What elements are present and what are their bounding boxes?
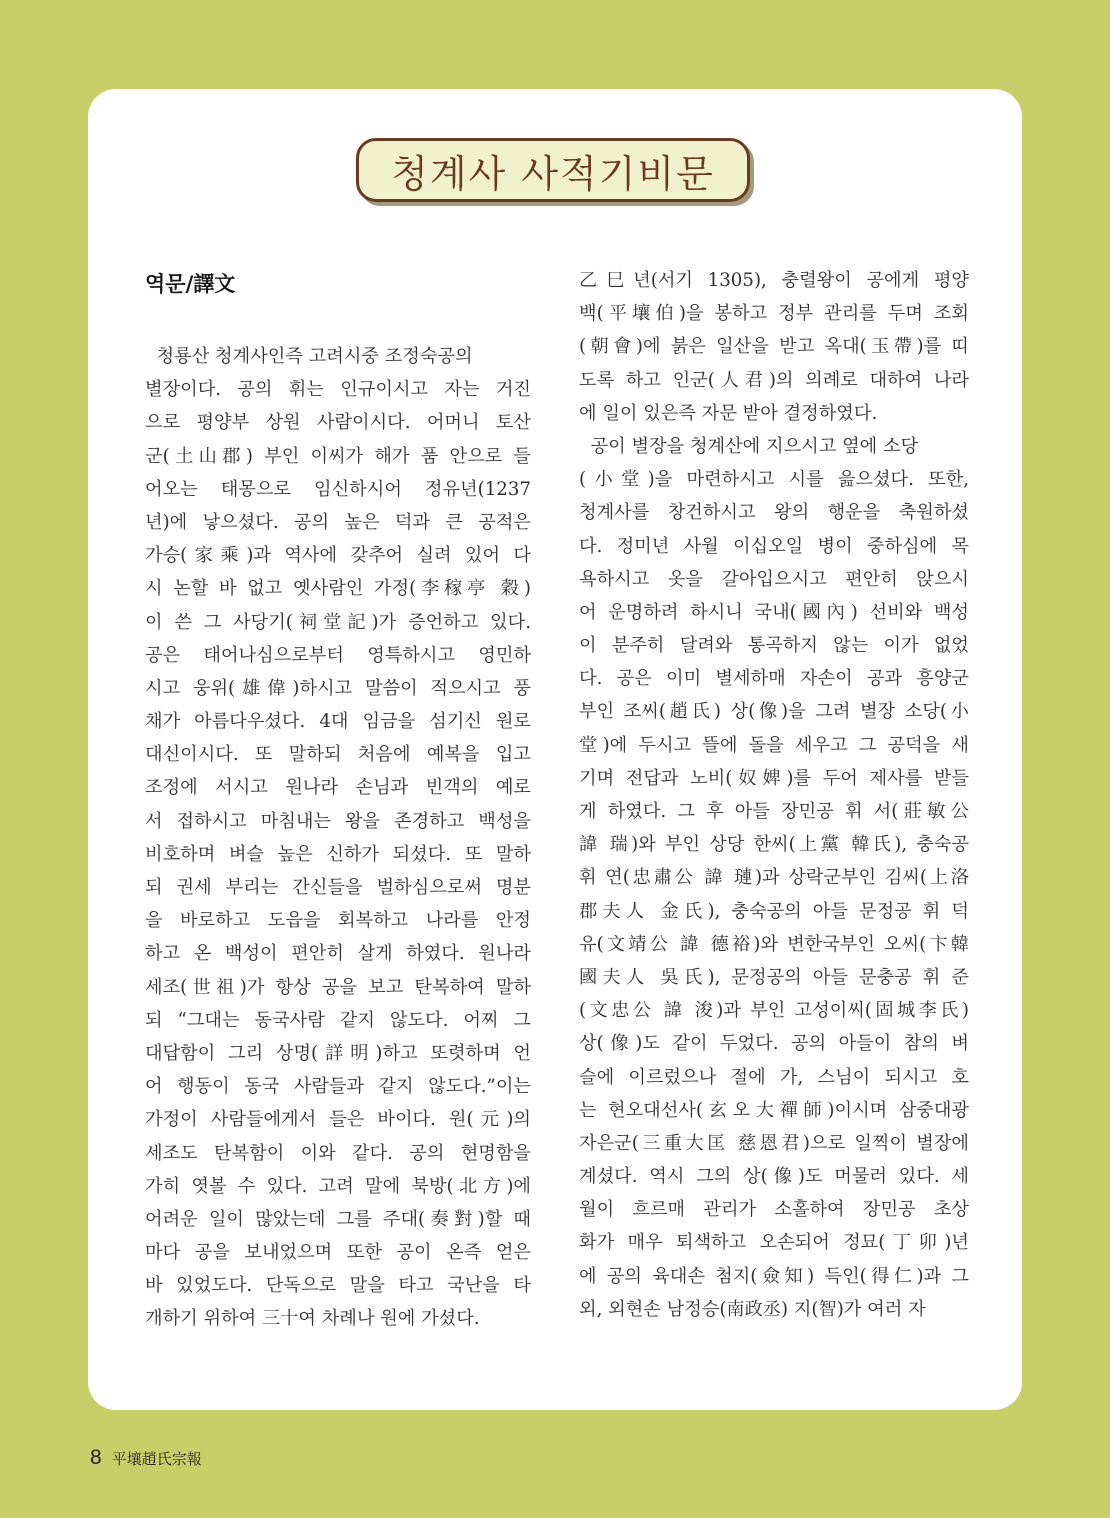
- text-line: 이 쓴 그 사당기(祠堂記)가 증언하고 있다.: [145, 611, 531, 633]
- text-line: 공이 별장을 청계산에 지으시고 옆에 소당: [579, 435, 919, 457]
- text-line: 외, 외현손 남정승(南政丞) 지(智)가 여러 자: [579, 1298, 926, 1320]
- text-line: 대신이시다. 또 말하되 처음에 예복을 입고: [145, 744, 531, 766]
- text-line: 년)에 낳으셨다. 공의 높은 덕과 큰 공적은: [145, 511, 531, 533]
- text-line: (文忠公 諱 浚)과 부인 고성이씨(固城李氏): [579, 1000, 969, 1022]
- text-line: 대답함이 그리 상명(詳明)하고 또렷하며 언: [145, 1042, 531, 1064]
- text-line: 계셨다. 역시 그의 상(像)도 머물러 있다. 세: [579, 1166, 969, 1188]
- text-line: 공은 태어나심으로부터 영특하시고 영민하: [145, 644, 531, 666]
- right-text-column: [579, 264, 969, 1326]
- text-line: 어 행동이 동국 사람들과 같지 않도다.”이는: [145, 1076, 531, 1098]
- text-line: 개하기 위하여 三十여 차례나 원에 가셨다.: [145, 1308, 480, 1330]
- text-line: 유(文靖公 諱 德裕)와 변한국부인 오씨(卞韓: [579, 933, 969, 955]
- text-line: 청룡산 청계사인즉 고려시중 조정숙공의: [145, 346, 473, 367]
- section-heading: 역문/譯文: [145, 272, 236, 296]
- text-line: 에 일이 있은즉 자문 받아 결정하였다.: [579, 402, 878, 424]
- text-line: 가히 엿볼 수 있다. 고려 말에 북방(北方)에: [145, 1175, 531, 1197]
- text-line: 하고 온 백성이 편안히 살게 하였다. 원나라: [145, 943, 531, 965]
- text-line: 어려운 일이 많았는데 그를 주대(奏對)할 때: [145, 1208, 531, 1230]
- text-line: 어 운명하려 하시니 국내(國內) 선비와 백성: [579, 601, 969, 623]
- text-line: 세조(世祖)가 항상 공을 보고 탄복하여 말하: [145, 976, 531, 998]
- text-line: 군(土山郡) 부인 이씨가 해가 품 안으로 들: [145, 445, 531, 467]
- left-text-column: [145, 340, 531, 1336]
- page-title: 청계사 사적기비문: [391, 151, 715, 196]
- text-line: 세조도 탄복함이 이와 같다. 공의 현명함을: [145, 1142, 531, 1164]
- text-line: 채가 아름다우셨다. 4대 임금을 섬기신 원로: [145, 711, 531, 733]
- text-line: 게 하였다. 그 후 아들 장민공 휘 서(莊敏公: [579, 801, 969, 822]
- text-line: 郡夫人 金氏), 충숙공의 아들 문정공 휘 덕: [579, 900, 969, 922]
- text-line: 마다 공을 보내었으며 또한 공이 온즉 얻은: [145, 1242, 531, 1264]
- text-line: 되 권세 부리는 간신들을 벌하심으로써 명분: [145, 877, 531, 898]
- text-line: 에 공의 육대손 첨지(僉知) 득인(得仁)과 그: [579, 1265, 969, 1287]
- text-line: 바 있었도다. 단독으로 말을 타고 국난을 타: [145, 1275, 531, 1297]
- text-line: 도록 하고 인군(人君)의 의례로 대하여 나라: [579, 369, 969, 391]
- text-line: 자은군(三重大匡 慈恩君)으로 일찍이 별장에: [579, 1132, 969, 1154]
- page-number: 8: [90, 1446, 102, 1469]
- text-line: 비호하며 벼슬 높은 신하가 되셨다. 또 말하: [145, 843, 531, 865]
- text-line: (小堂)을 마련하시고 시를 읊으셨다. 또한,: [579, 469, 969, 491]
- text-line: 기며 전답과 노비(奴婢)를 두어 제사를 받들: [579, 767, 969, 789]
- text-line: 을 바로하고 도읍을 회복하고 나라를 안정: [145, 910, 531, 932]
- text-line: 가승(家乘)과 역사에 갖추어 실려 있어 다: [145, 545, 531, 567]
- text-line: 諱 瑞)와 부인 상당 한씨(上黨 韓氏), 충숙공: [579, 834, 969, 856]
- text-line: 부인 조씨(趙氏) 상(像)을 그려 별장 소당(小: [579, 701, 969, 723]
- text-line: 다. 공은 이미 별세하매 자손이 공과 흥양군: [579, 668, 969, 690]
- text-line: 시고 웅위(雄偉)하시고 말씀이 적으시고 풍: [145, 677, 531, 699]
- text-line: 는 현오대선사(玄오大禪師)이시며 삼중대광: [579, 1099, 969, 1121]
- text-line: 다. 정미년 사월 이십오일 병이 중하심에 목: [579, 535, 969, 557]
- text-line: 되 “그대는 동국사람 같지 않도다. 어찌 그: [145, 1009, 531, 1031]
- text-line: 욕하시고 옷을 갈아입으시고 편안히 앉으시: [579, 568, 969, 590]
- text-line: 월이 흐르매 관리가 소홀하여 장민공 초상: [579, 1199, 969, 1221]
- page-footer: [90, 1446, 202, 1470]
- title-banner: [356, 138, 750, 202]
- text-line: 乙巳년(서기 1305), 충렬왕이 공에게 평양: [579, 270, 969, 291]
- text-line: 이 분주히 달려와 통곡하지 않는 이가 없었: [579, 635, 969, 657]
- text-line: 별장이다. 공의 휘는 인규이시고 자는 거진: [145, 379, 531, 401]
- text-line: 휘 연(忠肅公 諱 璉)과 상락군부인 김씨(上洛: [579, 867, 969, 889]
- text-line: 가정이 사람들에게서 들은 바이다. 원(元)의: [145, 1109, 531, 1131]
- text-line: 상(像)도 같이 두었다. 공의 아들이 참의 벼: [579, 1033, 969, 1055]
- text-line: 슬에 이르렀으나 절에 가, 스님이 되시고 호: [579, 1066, 969, 1088]
- text-line: 어오는 태몽으로 임신하시어 정유년(1237: [145, 478, 531, 500]
- text-line: 백(平壤伯)을 봉하고 정부 관리를 두며 조회: [579, 303, 969, 325]
- text-line: 시 논할 바 없고 옛사람인 가정(李稼亭 穀): [145, 578, 531, 600]
- text-line: (朝會)에 붉은 일산을 받고 옥대(玉帶)를 띠: [579, 336, 969, 358]
- text-line: 화가 매우 퇴색하고 오손되어 정묘(丁卯)년: [579, 1232, 969, 1254]
- text-line: 國夫人 吳氏), 문정공의 아들 문충공 휘 준: [579, 966, 969, 988]
- text-line: 조정에 서시고 원나라 손님과 빈객의 예로: [145, 777, 531, 799]
- text-line: 堂)에 두시고 뜰에 돌을 세우고 그 공덕을 새: [579, 734, 969, 756]
- publication-name: 平壤趙氏宗報: [111, 1450, 202, 1468]
- text-line: 청계사를 창건하시고 왕의 행운을 축원하셨: [579, 502, 969, 524]
- text-line: 서 접하시고 마침내는 왕을 존경하고 백성을: [145, 810, 531, 832]
- text-line: 으로 평양부 상원 사람이시다. 어머니 토산: [145, 412, 531, 434]
